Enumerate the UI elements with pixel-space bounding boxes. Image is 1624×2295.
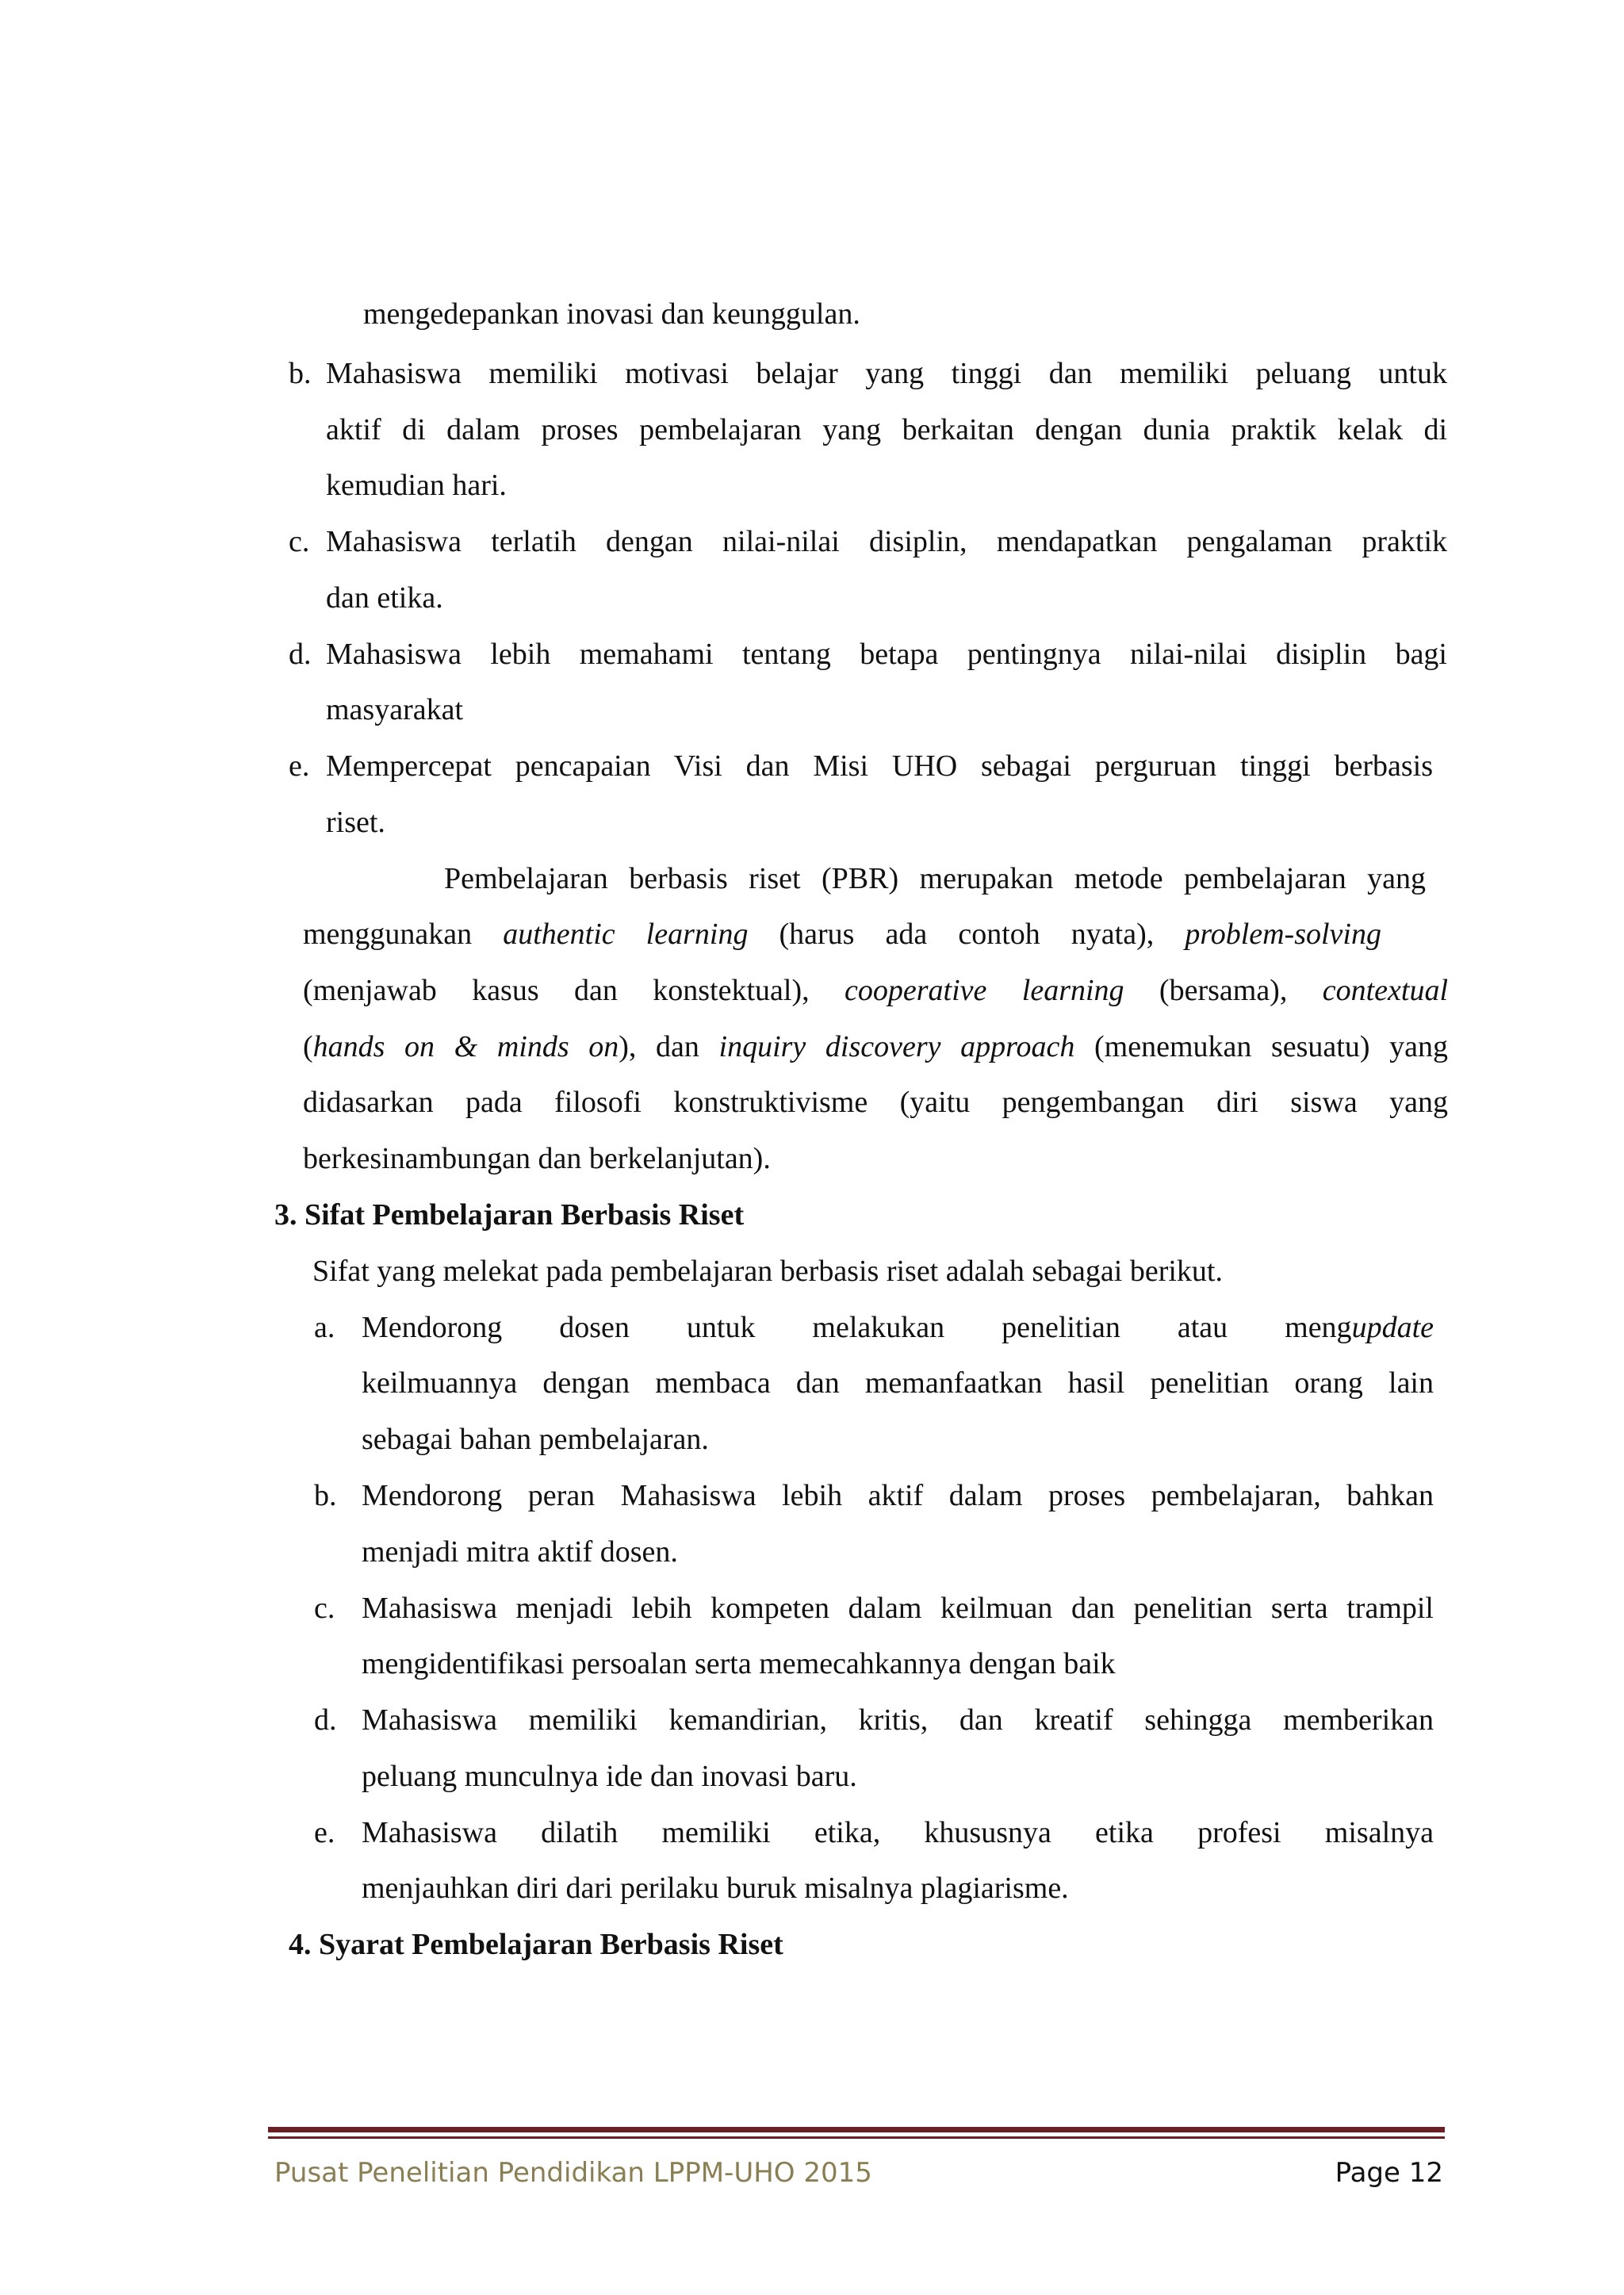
list-marker: b. <box>289 357 312 390</box>
list-item-line: kemudian hari. <box>326 469 507 502</box>
list-item-line: riset. <box>326 806 385 839</box>
section-heading: 3. Sifat Pembelajaran Berbasis Riset <box>274 1198 745 1232</box>
footer-publisher: Pusat Penelitian Pendidikan LPPM-UHO 2015 <box>274 2157 872 2189</box>
section-intro: Sifat yang melekat pada pembelajaran berbasis riset adalah sebagai berikut. <box>312 1255 1223 1288</box>
list-marker: c. <box>314 1592 335 1625</box>
list-item-line: Mempercepat pencapaian Visi dan Misi UHO sebagai perguruan tinggi berbasis <box>326 749 1433 783</box>
list-item-line: aktif di dalam proses pembelajaran yang berkaitan dengan dunia praktik kelak di <box>326 413 1447 446</box>
section-heading: 4. Syarat Pembelajaran Berbasis Riset <box>289 1928 783 1961</box>
list-item-line: Mahasiswa menjadi lebih kompeten dalam keilmuan dan penelitian serta trampil <box>362 1592 1434 1625</box>
list-item-line: Mahasiswa dilatih memiliki etika, khususnya etika profesi misalnya <box>362 1816 1434 1849</box>
list-item-line: Mahasiswa memiliki kemandirian, kritis, dan kreatif sehingga memberikan <box>362 1703 1434 1737</box>
continuation-line: mengedepankan inovasi dan keunggulan. <box>363 297 860 331</box>
footer-divider-thick <box>268 2127 1445 2132</box>
list-item-line: Mahasiswa lebih memahami tentang betapa pentingnya nilai-nilai disiplin bagi <box>326 638 1447 671</box>
list-marker: c. <box>289 525 310 558</box>
list-item-line: sebagai bahan pembelajaran. <box>362 1423 709 1456</box>
footer-divider-thin <box>268 2136 1445 2139</box>
list-marker: a. <box>314 1311 335 1344</box>
list-marker: b. <box>314 1479 337 1512</box>
list-item-line: peluang munculnya ide dan inovasi baru. <box>362 1760 857 1793</box>
list-item-line: menjauhkan diri dari perilaku buruk misalnya plagiarisme. <box>362 1872 1069 1905</box>
paragraph-line: (hands on & minds on), dan inquiry discovery approach (menemukan sesuatu) yang <box>303 1030 1448 1063</box>
list-item-line: Mahasiswa memiliki motivasi belajar yang tinggi dan memiliki peluang untuk <box>326 357 1447 390</box>
list-item-line: menjadi mitra aktif dosen. <box>362 1535 678 1569</box>
list-item-line: Mahasiswa terlatih dengan nilai-nilai disiplin, mendapatkan pengalaman praktik <box>326 525 1447 558</box>
list-item-line: dan etika. <box>326 581 443 615</box>
list-marker: d. <box>289 638 312 671</box>
page-number: Page 12 <box>1335 2157 1443 2189</box>
paragraph-line: didasarkan pada filosofi konstruktivisme (yaitu pengembangan diri siswa yang <box>303 1086 1448 1119</box>
paragraph-line: berkesinambungan dan berkelanjutan). <box>303 1142 771 1175</box>
list-marker: e. <box>314 1816 335 1849</box>
list-marker: e. <box>289 749 310 783</box>
list-item-line: masyarakat <box>326 693 464 726</box>
list-marker: d. <box>314 1703 337 1737</box>
list-item-line: mengidentifikasi persoalan serta memecahkannya dengan baik <box>362 1647 1116 1680</box>
paragraph-line: menggunakan authentic learning (harus ada contoh nyata), problem-solving <box>303 918 1381 951</box>
paragraph-line: (menjawab kasus dan konstektual), cooperative learning (bersama), contextual <box>303 974 1449 1007</box>
paragraph-line: Pembelajaran berbasis riset (PBR) merupakan metode pembelajaran yang <box>444 862 1426 895</box>
list-item-line: keilmuannya dengan membaca dan memanfaatkan hasil penelitian orang lain <box>362 1366 1434 1400</box>
list-item-line: Mendorong peran Mahasiswa lebih aktif dalam proses pembelajaran, bahkan <box>362 1479 1434 1512</box>
list-item-line: Mendorong dosen untuk melakukan penelitian atau mengupdate <box>362 1311 1434 1344</box>
